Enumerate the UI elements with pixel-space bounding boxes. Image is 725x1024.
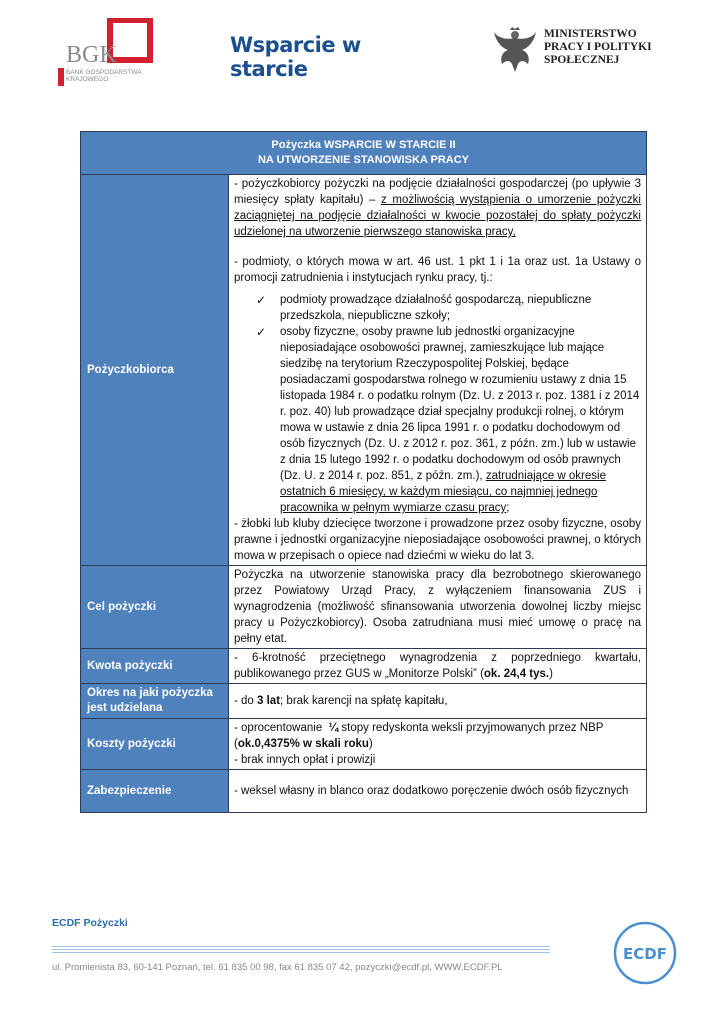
term-text: - do — [234, 695, 258, 707]
costs-line-2-bold: ok.0,4375% w skali roku — [237, 738, 369, 750]
ecdf-logo — [612, 920, 678, 986]
polish-eagle-icon — [492, 26, 538, 74]
costs-line-1 — [234, 720, 641, 736]
amount-bold: ok. 24,4 tys. — [483, 668, 550, 680]
term-bold: 3 lat — [257, 695, 281, 707]
ministry-line-3: SPOŁECZNEJ — [544, 54, 620, 66]
bgk-mark: BGK — [66, 42, 117, 68]
table-row-borrower — [81, 175, 647, 566]
ecdf-logo-text: ECDF — [623, 945, 667, 963]
check-item-2-underlined: zatrudniające w okresie ostatnich 6 miesięcy, w każdym miesiącu, co najmniej jednego pracownika w pełnym wymiarze czasu pracy — [280, 470, 606, 514]
costs-line-2 — [234, 736, 641, 752]
costs-line-2-a: ( — [234, 738, 238, 750]
table-row-security — [81, 770, 647, 813]
purpose-label: Cel pożyczki — [81, 566, 229, 649]
list-item — [256, 324, 641, 516]
borrower-content — [229, 175, 647, 566]
borrower-paragraph-1 — [234, 176, 641, 240]
table-header-row — [81, 132, 647, 175]
table-title-line-1: Pożyczka WSPARCIE W STARCIE II — [271, 139, 456, 151]
table-row-amount — [81, 649, 647, 684]
amount-text: - 6-krotność przeciętnego wynagrodzenia z poprzedniego kwartału, publikowanego przez GUS w „Monitorze Polski” ( — [234, 652, 641, 680]
costs-line-1-b: stopy redyskonta weksli przyjmowanych przez NBP — [338, 722, 604, 734]
loan-conditions-table — [80, 131, 647, 813]
amount-end: ) — [549, 668, 553, 680]
ecdf-logo-icon — [612, 920, 678, 986]
borrower-checklist — [234, 292, 641, 516]
borrower-paragraph-2: - podmioty, o których mowa w art. 46 ust. 1 pkt 1 i 1a oraz ust. 1a Ustawy o promocji zatrudnienia i instytucjach rynku pracy, tj.: — [234, 256, 641, 284]
bgk-subtitle-2: KRAJOWEGO — [66, 76, 109, 83]
costs-line-2-b: ) — [368, 738, 373, 750]
ministry-logo — [492, 26, 662, 76]
check-item-1-text: podmioty prowadzące działalność gospodarczą, niepubliczne przedszkola, niepubliczne szkoły; — [280, 294, 592, 322]
table-row-term — [81, 684, 647, 719]
wsparcie-logo-text: Wsparcie w starcie — [230, 33, 361, 81]
security-content: - weksel własny in blanco oraz dodatkowo poręczenie dwóch osób fizycznych — [229, 770, 647, 813]
costs-content — [229, 719, 647, 770]
list-item — [256, 292, 641, 324]
ministry-line-1: MINISTERSTWO — [544, 28, 637, 40]
table-title-line-2: NA UTWORZENIE STANOWISKA PRACY — [257, 154, 470, 166]
costs-line-1-bold: ¼ — [328, 722, 339, 734]
table-row-costs — [81, 719, 647, 770]
borrower-p1-text: - pożyczkobiorcy pożyczki na podjęcie działalności gospodarczej (po upływie 3 miesięcy spłaty kapitału) – — [234, 178, 641, 206]
table-row-purpose — [81, 566, 647, 649]
amount-content — [229, 649, 647, 684]
check-item-2-text: osoby fizyczne, osoby prawne lub jednostki organizacyjne nieposiadające osobowości prawnej, zamieszkujące lub mające siedzibę na terytorium Rzeczypospolitej Polskiej, będące posiadaczami gospodarstwa rolnego w rozumieniu ustawy z dnia 15 listopada 1984 r. o podatku rolnym (Dz. U. z 2013 r. poz. 1381 i z 2014 r. poz. 40) lub prowadzące dział specjalny produkcji rolnej, o którym mowa w ustawie z dnia 26 lipca 1991 r. o podatku dochodowym od osób fizycznych (Dz. U. z 2012 r. poz. 361, z późn. zm.) lub w ustawie z dnia 15 lutego 1992 r. o podatku dochodowym od osób prawnych (Dz. U. z 2014 r. poz. 851, z późn. zm.), — [280, 326, 640, 482]
purpose-content: Pożyczka na utworzenie stanowiska pracy dla bezrobotnego skierowanego przez Powiatowy Urząd Pracy, z wyłączeniem finansowania ZUS i wynagrodzenia (możliwość sfinansowania utworzenia dowolnej liczby miejsc pracy u Pożyczkobiorcy). Osoba zatrudniana musi mieć umowę o pracę na pełny etat. — [229, 566, 647, 649]
borrower-paragraph-3: - żłobki lub kluby dziecięce tworzone i prowadzone przez osoby fizyczne, osoby prawne i jednostki organizacyjne nieposiadające osobowości prawnej, o których mowa w przepisach o opiece nad dziećmi w wieku do lat 3. — [234, 518, 641, 562]
checkmark-icon: ✓ — [256, 293, 267, 307]
costs-label: Koszty pożyczki — [81, 719, 229, 770]
bgk-logo-icon — [58, 18, 168, 88]
borrower-label: Pożyczkobiorca — [81, 175, 229, 566]
term-end: ; brak karencji na spłatę kapitału, — [280, 695, 448, 707]
costs-line-1-a: - oprocentowanie — [234, 722, 329, 734]
term-content — [229, 684, 647, 719]
wsparcie-logo — [230, 33, 430, 81]
footer-title: ECDF Pożyczki — [52, 917, 128, 929]
ministry-line-2: PRACY I POLITYKI — [544, 41, 652, 53]
security-label: Zabezpieczenie — [81, 770, 229, 813]
amount-label: Kwota pożyczki — [81, 649, 229, 684]
check-item-2-end: ; — [506, 502, 510, 514]
table-title — [81, 132, 647, 175]
footer-divider — [52, 946, 550, 955]
term-label: Okres na jaki pożyczka jest udzielana — [81, 684, 229, 719]
bgk-logo — [58, 18, 168, 88]
footer-address: ul. Promienista 83, 60-141 Poznań, tel. 61 835 00 98, fax 61 835 07 42, pozyczki@ecdf.pl, WWW.ECDF.PL — [52, 962, 503, 973]
checkmark-icon: ✓ — [256, 325, 267, 339]
borrower-p1-underlined: z możliwością wystąpienia o umorzenie pożyczki zaciągniętej na podjęcie działalności w kwocie pozostałej do spłaty pożyczki udzielonej na utworzenie pierwszego stanowiska pracy, — [234, 194, 641, 238]
costs-line-3: - brak innych opłat i prowizji — [234, 754, 376, 766]
bgk-subtitle-1: BANK GOSPODARSTWA — [66, 69, 142, 76]
